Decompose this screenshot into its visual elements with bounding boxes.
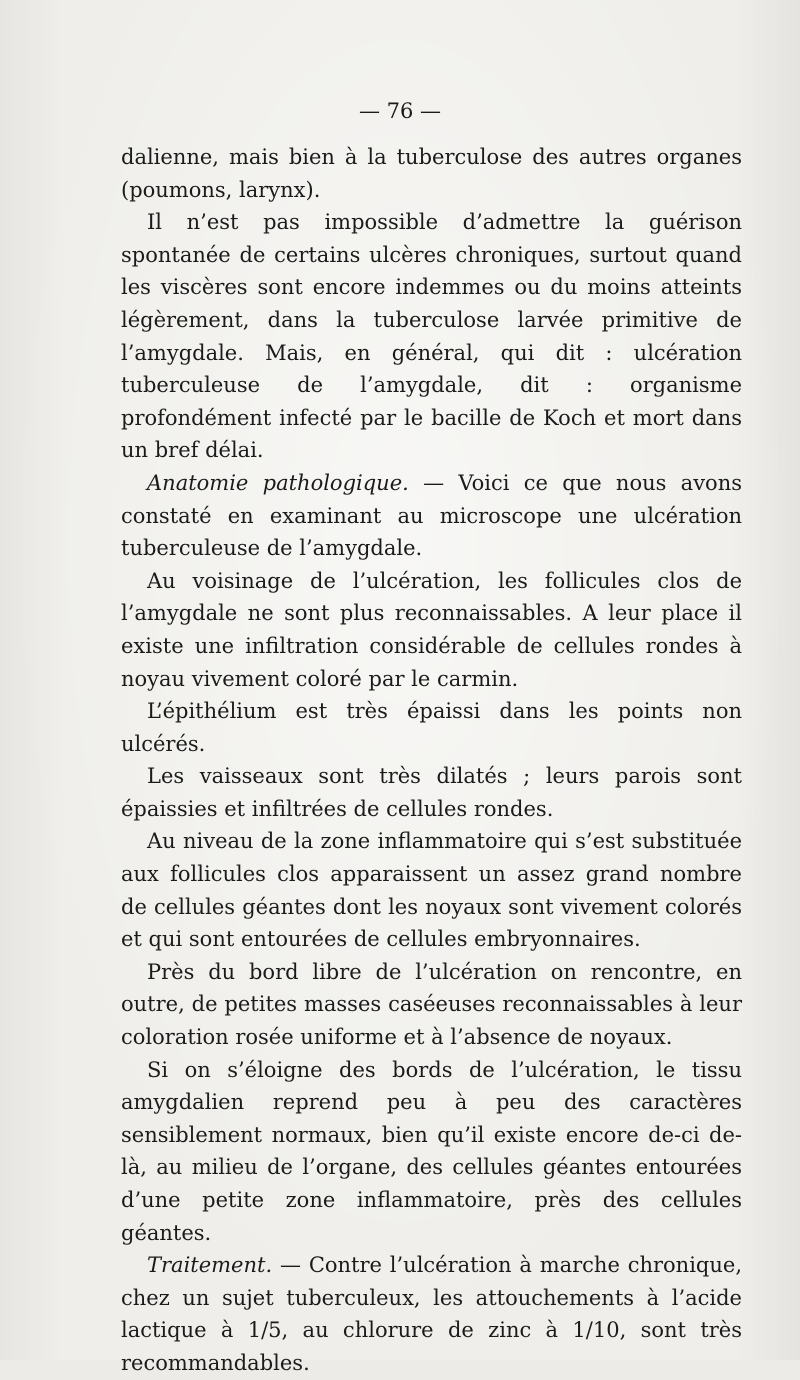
paragraph (121, 825, 742, 955)
body-text (121, 141, 742, 1380)
paragraph (121, 956, 742, 1054)
paragraph (121, 695, 742, 760)
section-title-anatomie-pathologique: Anatomie pathologique. (147, 470, 409, 495)
paragraph-text: L’épithélium est très épaissi dans les points non ulcérés. (121, 699, 742, 756)
paragraph (121, 760, 742, 825)
paragraph-traitement (121, 1249, 742, 1379)
paragraph (121, 1054, 742, 1250)
paragraph (121, 565, 742, 695)
paragraph-text: Près du bord libre de l’ulcération on rencontre, en outre, de petites masses caséeuses reconnaissables à leur coloration rosée uniforme et à l’absence de noyaux. (121, 959, 742, 1050)
paragraph-text: — Contre l’ulcération à marche chronique, chez un sujet tuberculeux, les attouchements à l’acide lactique à 1/5, au chlorure de zinc à 1/10, sont très recommandables. (121, 1253, 742, 1375)
section-title-traitement: Traitement. (147, 1253, 273, 1278)
paragraph-text: Si on s’éloigne des bords de l’ulcération, le tissu amygdalien reprend peu à peu des caractères sensiblement normaux, bien qu’il existe encore de-ci de-là, au milieu de l’organe, des cellules géantes entourées d’une petite zone inflammatoire, près des cellules géantes. (121, 1057, 742, 1245)
paragraph-text: — Voici ce que nous avons constaté en examinant au microscope une ulcération tuberculeuse de l’amygdale. (121, 470, 743, 561)
paragraph-text: Les vaisseaux sont très dilatés ; leurs parois sont épaissies et infiltrées de cellules rondes. (121, 764, 742, 821)
page-number: — 76 — (358, 99, 442, 123)
paragraph-text: Il n’est pas impossible d’admettre la guérison spontanée de certains ulcères chroniques, surtout quand les viscères sont encore indemmes ou du moins atteints légèrement, dans la tuberculose larvée primitive de l’amygdale. Mais, en général, qui dit : ulcération tuberculeuse de l’amygdale, dit : organisme profondément infecté par le bacille de Koch et mort dans un bref délai. (121, 210, 742, 463)
paragraph-anatomie-pathologique (121, 467, 742, 565)
paragraph-text: Au voisinage de l’ulcération, les follicules clos de l’amygdale ne sont plus reconnaissables. A leur place il existe une infiltration considérable de cellules rondes à noyau vivement coloré par le carmin. (121, 568, 742, 691)
paragraph (121, 206, 742, 467)
paragraph-text: dalienne, mais bien à la tuberculose des autres organes (poumons, larynx). (121, 145, 742, 202)
paragraph-continued (121, 141, 742, 206)
paragraph-text: Au niveau de la zone inflammatoire qui s’est substituée aux follicules clos apparaissent un assez grand nombre de cellules géantes dont les noyaux sont vivement colorés et qui sont entourées de cellules embryonnaires. (121, 829, 742, 952)
